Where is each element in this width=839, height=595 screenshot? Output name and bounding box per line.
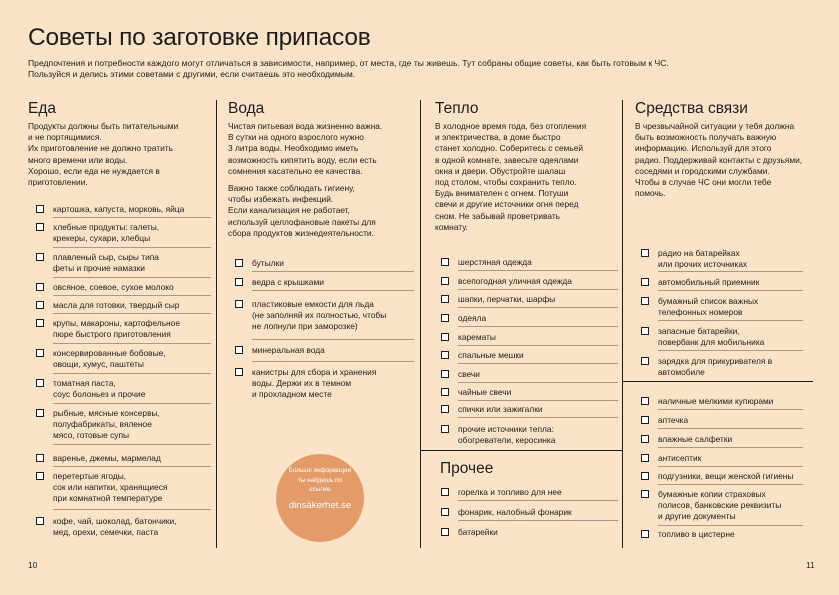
- food-section: [28, 100, 213, 188]
- separator: [53, 295, 211, 296]
- checkbox[interactable]: [36, 472, 44, 480]
- separator: [458, 307, 618, 308]
- separator: [252, 290, 414, 291]
- item-label: масла для готовки, твердый сыр: [53, 300, 180, 310]
- comms-heading: Средства связи: [635, 100, 748, 117]
- item-label: фонарик, налобный фонарик: [458, 507, 572, 517]
- misc-item[interactable]: [641, 396, 773, 407]
- separator: [658, 447, 803, 448]
- separator: [658, 428, 803, 429]
- item-label: карематы: [458, 332, 496, 342]
- checkbox[interactable]: [36, 301, 44, 309]
- checkbox[interactable]: [641, 327, 649, 335]
- item-label: всепогодная уличная одежда: [458, 276, 572, 286]
- food-item[interactable]: [36, 282, 174, 293]
- checkbox[interactable]: [36, 349, 44, 357]
- checkbox[interactable]: [641, 278, 649, 286]
- badge-text-line: ты найдешь по: [298, 476, 342, 484]
- heat-text-line: Будь внимателен с огнем. Потуши: [435, 188, 569, 199]
- water-item[interactable]: [235, 367, 376, 401]
- item-label: телефонных номеров: [658, 307, 743, 318]
- heat-text-line: в одной комнате, завесьте одеялами: [435, 154, 579, 165]
- misc-item[interactable]: [641, 434, 732, 445]
- separator: [53, 343, 211, 344]
- separator: [658, 466, 803, 467]
- item-label: или прочих источниках: [658, 259, 748, 270]
- heat-text-line: станет холодно. Соберитесь с семьей: [435, 143, 584, 154]
- checkbox[interactable]: [441, 388, 449, 396]
- item-label: одеяла: [458, 313, 487, 323]
- page-number-right: 11: [806, 560, 815, 570]
- page-number-left: 10: [28, 560, 38, 570]
- separator: [53, 373, 211, 374]
- separator: [458, 270, 618, 271]
- water-item[interactable]: [235, 345, 325, 356]
- comms-text-line: быть возможность получать важную: [635, 132, 777, 143]
- item-label: чайные свечи: [458, 387, 512, 397]
- comms-text-line: Чтобы в случае ЧС они могли тебе: [635, 177, 772, 188]
- comms-item[interactable]: [641, 326, 764, 348]
- misc-item[interactable]: [641, 453, 701, 464]
- checkbox[interactable]: [441, 528, 449, 536]
- food-item[interactable]: [36, 204, 184, 215]
- water-item[interactable]: [235, 299, 386, 333]
- item-label: при комнатной температуре: [53, 493, 163, 504]
- food-item[interactable]: [36, 516, 176, 538]
- checkbox[interactable]: [641, 397, 649, 405]
- food-item[interactable]: [36, 318, 180, 340]
- intro-line: Предпочтения и потребности каждого могут отличаться в зависимости, например, от места, где ты живешь. Тут собраны общие советы, как быть готовым к ЧС.: [28, 58, 669, 68]
- item-label: картошка, капуста, морковь, яйца: [53, 204, 185, 214]
- other-item[interactable]: [441, 487, 562, 498]
- heat-text-line: и электричества, в доме быстро: [435, 132, 561, 143]
- food-item[interactable]: [36, 348, 166, 370]
- separator: [252, 361, 414, 362]
- misc-item[interactable]: [641, 489, 781, 523]
- separator: [658, 271, 803, 272]
- food-item[interactable]: [36, 378, 145, 400]
- separator: [658, 320, 803, 321]
- separator: [53, 247, 211, 248]
- comms-item[interactable]: [641, 356, 772, 378]
- water-item[interactable]: [235, 277, 324, 288]
- badge-link[interactable]: dinsäkerhet.se: [288, 499, 352, 511]
- food-text-line: много времени или воды.: [28, 154, 128, 165]
- comms-item[interactable]: [641, 277, 759, 288]
- divider-other: [421, 450, 622, 451]
- heat-item[interactable]: [441, 424, 555, 446]
- comms-section: [635, 100, 830, 199]
- comms-text-line: радио. Поддерживай контакты с друзьями,: [635, 154, 803, 165]
- separator: [53, 444, 211, 445]
- heat-text-line: сном. Не забывай проветривать: [435, 210, 561, 221]
- heat-text-line: В холодное время года, без отопления: [435, 121, 587, 131]
- divider-water-heat: [420, 100, 421, 548]
- checkbox[interactable]: [641, 416, 649, 424]
- separator: [53, 277, 211, 278]
- heat-item[interactable]: [441, 404, 543, 415]
- item-label: спички или зажигалки: [458, 404, 543, 414]
- item-label: ведра с крышками: [252, 277, 324, 287]
- separator: [458, 345, 618, 346]
- water-text-line: 3 литра воды. Необходимо иметь: [228, 143, 359, 154]
- item-label: перетертые ягоды,: [53, 471, 127, 481]
- food-item[interactable]: [36, 252, 159, 274]
- checkbox[interactable]: [641, 249, 649, 257]
- checkbox[interactable]: [441, 295, 449, 303]
- water-text-line: сбора продуктов жизнедеятельности.: [228, 227, 374, 238]
- item-label: топливо в цистерне: [658, 529, 735, 539]
- food-item[interactable]: [36, 300, 179, 311]
- heat-item[interactable]: [441, 387, 511, 398]
- item-label: овощи, хумус, паштеты: [53, 359, 144, 370]
- comms-item[interactable]: [641, 248, 747, 270]
- heat-item[interactable]: [441, 332, 496, 343]
- separator: [458, 500, 618, 501]
- item-label: воды. Держи их в темном: [252, 378, 352, 389]
- checkbox[interactable]: [641, 472, 649, 480]
- item-label: прочие источники тепла:: [458, 424, 554, 434]
- misc-item[interactable]: [641, 415, 688, 426]
- food-item[interactable]: [36, 408, 160, 442]
- separator: [53, 509, 211, 510]
- food-item[interactable]: [36, 471, 167, 505]
- comms-text-line: соседями и городскими службами.: [635, 165, 770, 176]
- water-section: [228, 100, 418, 239]
- food-item[interactable]: [36, 222, 159, 244]
- item-label: консервированные бобовые,: [53, 348, 166, 358]
- item-label: хлебные продукты: галеты,: [53, 222, 160, 232]
- checkbox[interactable]: [641, 297, 649, 305]
- checkbox[interactable]: [36, 319, 44, 327]
- item-label: антисептик: [658, 453, 702, 463]
- separator: [458, 400, 618, 401]
- separator: [658, 484, 803, 485]
- checkbox[interactable]: [235, 259, 243, 267]
- separator: [53, 403, 211, 404]
- food-text-line: и не портящимися.: [28, 132, 102, 143]
- intro-line: Пользуйся и делись этими советами с другими, если считаешь это необходимым.: [28, 69, 356, 80]
- checkbox[interactable]: [36, 283, 44, 291]
- checkbox[interactable]: [235, 346, 243, 354]
- separator: [458, 326, 618, 327]
- checkbox[interactable]: [36, 409, 44, 417]
- separator: [458, 289, 618, 290]
- separator: [53, 217, 211, 218]
- misc-item[interactable]: [641, 529, 735, 540]
- checkbox[interactable]: [441, 351, 449, 359]
- separator: [53, 466, 211, 467]
- checkbox[interactable]: [235, 278, 243, 286]
- item-label: пластиковые емкости для льда: [252, 299, 374, 309]
- checkbox[interactable]: [441, 370, 449, 378]
- badge-text-line: Больше информации: [288, 467, 352, 474]
- item-label: влажные салфетки: [658, 434, 733, 444]
- item-label: и прохладном месте: [252, 389, 332, 400]
- heat-item[interactable]: [441, 257, 532, 268]
- item-label: овсяное, соевое, сухое молоко: [53, 282, 174, 292]
- separator: [458, 520, 618, 521]
- food-text-line: Хорошо, если еда не нуждается в: [28, 165, 160, 176]
- comms-text-line: помочь.: [635, 188, 666, 199]
- heat-text-line: комнату.: [435, 221, 468, 232]
- checkbox[interactable]: [641, 490, 649, 498]
- item-label: зарядка для прикуривателя в: [658, 356, 773, 366]
- item-label: обогреватели, керосинка: [458, 435, 556, 446]
- item-label: сок или напитки, хранящиеся: [53, 482, 168, 493]
- item-label: мед, орехи, семечки, паста: [53, 527, 159, 538]
- separator: [458, 417, 618, 418]
- separator: [252, 339, 414, 340]
- checkbox[interactable]: [441, 333, 449, 341]
- comms-text-line: информацию. Используй для этого: [635, 143, 772, 154]
- checkbox[interactable]: [36, 379, 44, 387]
- checkbox[interactable]: [36, 205, 44, 213]
- item-label: повербанк для мобильника: [658, 337, 765, 348]
- checkbox[interactable]: [641, 530, 649, 538]
- item-label: бутылки: [252, 258, 284, 268]
- item-label: горелка и топливо для нее: [458, 487, 562, 497]
- item-label: пюре быстрого приготовления: [53, 329, 171, 340]
- checkbox[interactable]: [441, 425, 449, 433]
- water-text-line: используй целлофановые пакеты для: [228, 216, 376, 227]
- checkbox[interactable]: [441, 258, 449, 266]
- heat-item[interactable]: [441, 276, 572, 287]
- water-text-line: В сутки на одного взрослого нужно: [228, 132, 364, 143]
- food-text-line: Их приготовление не должно тратить: [28, 143, 173, 154]
- checkbox[interactable]: [441, 508, 449, 516]
- page-title: Советы по заготовке припасов: [28, 24, 371, 51]
- item-label: полуфабрикаты, вяленое: [53, 419, 152, 430]
- item-label: (не заполняй их полностью, чтобы: [252, 310, 387, 321]
- checkbox[interactable]: [441, 405, 449, 413]
- more-info-badge[interactable]: [276, 454, 364, 542]
- separator: [252, 271, 414, 272]
- checkbox[interactable]: [641, 435, 649, 443]
- heat-text-line: окна и двери. Обустройте шалаш: [435, 165, 566, 176]
- food-text-line: Продукты должны быть питательными: [28, 121, 179, 131]
- separator: [658, 290, 803, 291]
- water-text-line: Чистая питьевая вода жизненно важна.: [228, 121, 383, 131]
- item-label: мясо, готовые супы: [53, 430, 130, 441]
- water-text-line: сомнения касательно ее качества.: [228, 165, 363, 176]
- other-item[interactable]: [441, 507, 572, 518]
- checkbox[interactable]: [441, 488, 449, 496]
- item-label: крекеры, сухари, хлебцы: [53, 233, 151, 244]
- item-label: бумажный список важных: [658, 296, 759, 306]
- water-text-line: чтобы избежать инфекций.: [228, 194, 334, 205]
- separator: [458, 382, 618, 383]
- comms-text-line: В чрезвычайной ситуации у тебя должна: [635, 121, 795, 131]
- heat-item[interactable]: [441, 369, 480, 380]
- item-label: канистры для сбора и хранения: [252, 367, 377, 377]
- water-text-line: возможность кипятить воду, если есть: [228, 154, 377, 165]
- item-label: свечи: [458, 369, 480, 379]
- item-label: кофе, чай, шоколад, батончики,: [53, 516, 177, 526]
- water-text-line: Если канализация не работает,: [228, 205, 350, 216]
- item-label: минеральная вода: [252, 345, 325, 355]
- item-label: феты и прочие намазки: [53, 263, 145, 274]
- item-label: наличные мелкими купюрами: [658, 396, 774, 406]
- food-text-line: приготовлении.: [28, 177, 88, 188]
- food-heading: Еда: [28, 100, 57, 117]
- separator: [658, 525, 803, 526]
- item-label: автомобильный приемник: [658, 277, 760, 287]
- item-label: крупы, макароны, картофельное: [53, 318, 180, 328]
- item-label: шапки, перчатки, шарфы: [458, 294, 556, 304]
- item-label: автомобиле: [658, 367, 705, 378]
- item-label: аптечка: [658, 415, 689, 425]
- heat-text-line: под столом, чтобы сохранить тепло.: [435, 177, 577, 188]
- heat-heading: Тепло: [435, 100, 479, 117]
- separator: [658, 350, 803, 351]
- divider-heat-comms: [622, 100, 623, 548]
- heat-item[interactable]: [441, 350, 524, 361]
- checkbox[interactable]: [36, 253, 44, 261]
- divider-misc: [623, 381, 813, 382]
- checkbox[interactable]: [235, 300, 243, 308]
- item-label: плавленый сыр, сыры типа: [53, 252, 159, 262]
- water-heading: Вода: [228, 100, 265, 117]
- misc-item[interactable]: [641, 471, 793, 482]
- item-label: соус болоньез и прочие: [53, 389, 146, 400]
- badge-text-line: ссылке: [309, 486, 331, 494]
- heat-item[interactable]: [441, 313, 486, 324]
- item-label: полисов, банковские реквизиты: [658, 500, 782, 511]
- item-label: рыбные, мясные консервы,: [53, 408, 160, 418]
- item-label: бумажные копии страховых: [658, 489, 766, 499]
- item-label: и другие документы: [658, 511, 736, 522]
- water-text-line: Важно также соблюдать гигиену,: [228, 183, 355, 194]
- item-label: запасные батарейки,: [658, 326, 740, 336]
- other-item[interactable]: [441, 527, 498, 538]
- checkbox[interactable]: [641, 454, 649, 462]
- checkbox[interactable]: [36, 517, 44, 525]
- other-heading: Прочее: [440, 460, 494, 477]
- item-label: варенье, джемы, мармелад: [53, 453, 161, 463]
- item-label: спальные мешки: [458, 350, 524, 360]
- separator: [658, 409, 803, 410]
- checkbox[interactable]: [441, 314, 449, 322]
- item-label: не лопнули при заморозке): [252, 321, 358, 332]
- intro-text: [28, 58, 818, 81]
- heat-item[interactable]: [441, 294, 555, 305]
- comms-item[interactable]: [641, 296, 758, 318]
- item-label: радио на батарейках: [658, 248, 740, 258]
- separator: [458, 363, 618, 364]
- checkbox[interactable]: [36, 223, 44, 231]
- checkbox[interactable]: [36, 454, 44, 462]
- food-item[interactable]: [36, 453, 161, 464]
- item-label: подгузники, вещи женской гигиены: [658, 471, 794, 481]
- heat-section: [435, 100, 620, 233]
- checkbox[interactable]: [641, 357, 649, 365]
- item-label: томатная паста,: [53, 378, 116, 388]
- item-label: батарейки: [458, 527, 498, 537]
- item-label: шерстяная одежда: [458, 257, 532, 267]
- divider-food-water: [216, 100, 217, 548]
- checkbox[interactable]: [441, 277, 449, 285]
- water-item[interactable]: [235, 258, 284, 269]
- heat-text-line: свечи и другие источники огня перед: [435, 199, 579, 210]
- separator: [53, 313, 211, 314]
- checkbox[interactable]: [235, 368, 243, 376]
